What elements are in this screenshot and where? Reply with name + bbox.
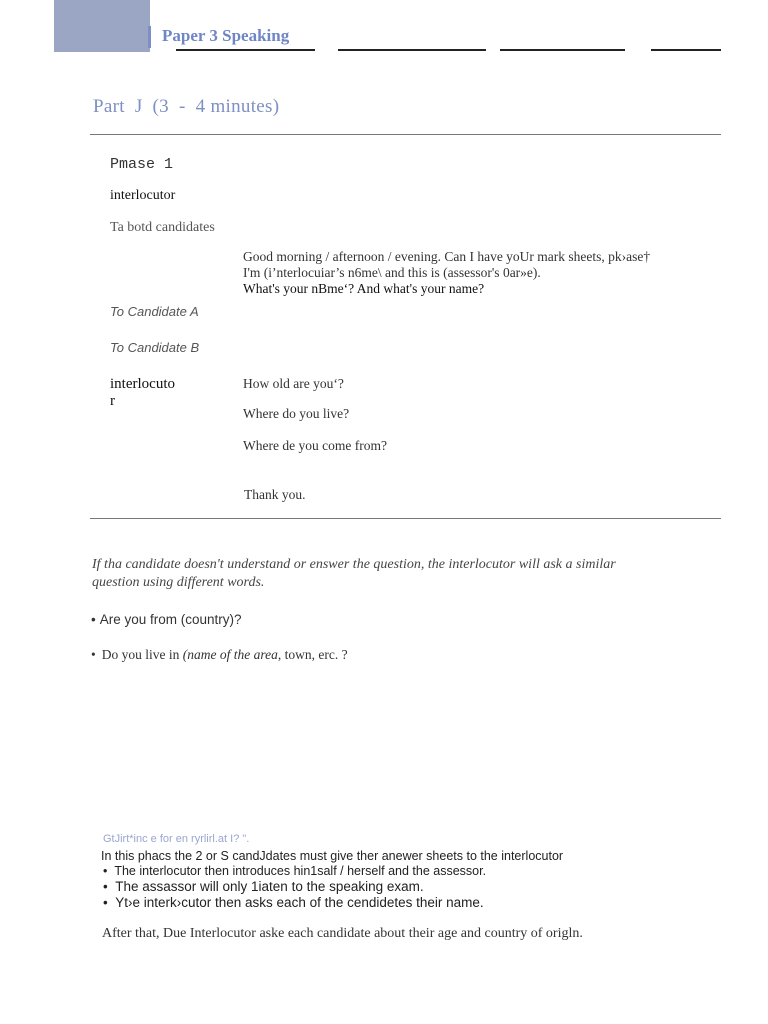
question-2: Where do you live? [243, 406, 350, 421]
bullet-dot-2: • [91, 647, 96, 662]
header-underline-3 [500, 49, 625, 51]
greeting-line-1: Good morning / afternoon / evening. Can I have yoUr mark sheets, pk›ase† [243, 249, 651, 264]
bottom-list-item-3-text: Yt›e interk›cutor then asks each of the cendidetes their name. [115, 895, 484, 910]
faint-heading: GtJirt*inc e for en ryrlirl.at I? ". [103, 833, 250, 845]
interlocutor-label-2 [110, 376, 175, 410]
header-title: Paper 3 Speaking [162, 26, 290, 45]
bullet-dot-1: • [91, 612, 96, 627]
to-candidate-a-label: To Candidate A [110, 304, 199, 319]
thank-you: Thank you. [244, 487, 306, 502]
bullet-item-2 [91, 647, 348, 663]
bullet-item-2-post: , town, erc. ? [277, 647, 348, 662]
bullet-item-2-italic: (name of the area [182, 647, 278, 662]
interlocutor-label-2-line-1: interlocuto [110, 376, 175, 392]
bullet-item-1-text: Are you from (country)? [99, 612, 242, 627]
bottom-list-item-1 [103, 864, 486, 878]
bullet-item-2-pre: Do you live in [101, 647, 183, 662]
interlocutor-label: interlocutor [110, 188, 176, 203]
header-underline-4 [651, 49, 721, 51]
bottom-list-item-2 [103, 879, 424, 894]
greeting-line-3: What's your nBme‘? And what's your name? [243, 281, 485, 296]
greeting-text [243, 249, 650, 297]
part-range-open: (3 [152, 96, 169, 117]
interlocutor-label-2-line-2: r [110, 393, 115, 409]
bottom-intro: In this phacs the 2 or S candJdates must give ther anewer sheets to the interlocutor [101, 849, 564, 863]
phase-label: Pmase 1 [110, 156, 174, 173]
part-number: J [134, 96, 143, 117]
bullet-item-1 [91, 612, 242, 627]
section-rule-top [90, 134, 721, 135]
logo-block [54, 0, 150, 52]
bottom-list-item-2-text: The assassor will only 1iaten to the speaking exam. [115, 879, 424, 894]
header-underline-2 [338, 49, 486, 51]
greeting-line-2: I'm (i’nterlocuiar’s n6me\ and this is (assessor's 0ar»e). [243, 265, 541, 280]
bottom-list-item-1-text: The interlocutor then introduces hin1salf / herself and the assessor. [114, 864, 487, 878]
header-underline-1 [176, 49, 315, 51]
part-range-close: 4 minutes) [195, 96, 280, 117]
part-label: Part [93, 96, 125, 117]
question-3: Where de you come from? [243, 438, 387, 453]
part-title [93, 96, 289, 118]
section-rule-bottom [90, 518, 721, 519]
instruction-note: If tha candidate doesn't understand or enswer the question, the interlocutor will ask a similar question using different words. [92, 557, 616, 590]
bottom-bullet-1: • [103, 864, 115, 878]
logo-mark [148, 26, 151, 48]
part-dash: - [178, 96, 186, 117]
to-candidate-b-label: To Candidate B [110, 340, 200, 355]
bottom-bullet-2: • [103, 879, 116, 894]
bottom-bullet-3: • [103, 895, 116, 910]
bottom-list-item-3 [103, 895, 484, 910]
to-both-label: Ta botd candidates [110, 220, 215, 235]
question-1: How old are you‘? [243, 376, 344, 391]
closing-sentence: After that, Due Interlocutor aske each candidate about their age and country of origln. [102, 926, 583, 941]
